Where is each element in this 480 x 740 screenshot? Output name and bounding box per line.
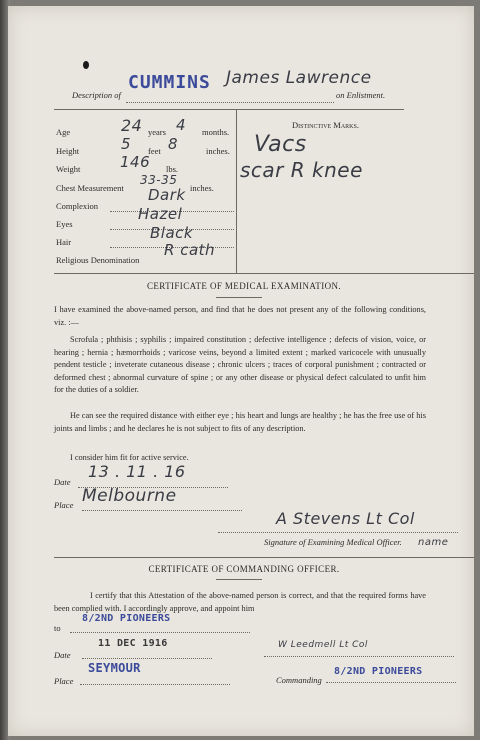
commanding-statement: I certify that this Attestation of the above-named person is correct, and that the required forms have been complied with. I accordingly approve, and appoint him (54, 591, 426, 613)
medical-officer-signature: A Stevens Lt Col (276, 509, 415, 528)
medical-conditions: Scrofula ; phthisis ; syphilis ; impaired constitution ; defective intelligence ; defects of vision, voice, or hearing ; hernia ; hæmorrhoids ; varicose veins, beyond a limited extent ; marked varicocele with unusually pendent testicle ; inveterate cutaneous disease ; chronic ulcers ; traces of corporal punishment ; contracted or deformed chest ; abnormal curvature of spine ; or any other disease or physical defect calculated to unfit him for the duties of a soldier. (54, 335, 426, 395)
chest-value: 33-35 (140, 173, 178, 187)
given-names: James Lawrence (226, 68, 372, 88)
medical-intro: I have examined the above-named person, and find that he does not present any of the following conditions, viz. :— (54, 305, 426, 327)
description-divider (236, 109, 237, 273)
surname-stamp: CUMMINS (128, 72, 211, 93)
age-years-value: 24 (121, 116, 143, 135)
weight-value: 146 (120, 153, 151, 171)
commanding-certificate-title: CERTIFICATE OF COMMANDING OFFICER. (148, 564, 340, 574)
description-box-top (54, 109, 404, 110)
commanding-unit-stamp: 8/2ND PIONEERS (334, 666, 423, 677)
description-of-label: Description of (72, 90, 121, 100)
section-divider (54, 557, 474, 558)
punch-hole (83, 61, 89, 69)
distinctive-marks-line2: scar R knee (240, 158, 363, 182)
commanding-place-stamp: SEYMOUR (88, 661, 141, 675)
medical-fit-statement: I consider him fit for active service. (70, 453, 189, 462)
distinctive-marks-title: Distinctive Marks. (292, 120, 359, 130)
attestation-page: Description of CUMMINS James Lawrence on Enlistment. Age 24 years 4 months. Height 5 feet 8 inches. Weight 146 lbs. Chest Measurement 33-35 inches. Complexion Dark Eyes Hazel Hair Black Religious Denomination R cath Distinctive Marks. Vacs scar R knee CERTIFICATE OF MEDICAL EXAMINATION. I have examined the above-named person, and find that he does not present any of the following conditions, viz. :— Scrofula ; phthisis ; syphilis ; impaired constitution ; defective intelligence ; defects of vision, voice, or hearing ; hernia ; hæmorrhoids ; varicose veins, beyond a limited extent ; marked varicocele with unusually pendent testicle ; inveterate cutaneous disease ; chronic ulcers ; traces of corporal punishment ; contracted or deformed chest ; abnormal curvature of spine ; or any other disease or physical defect calculated to unfit him for the duties of a soldier. He can see the required distance with either eye ; his heart and lungs are healthy ; he has the free use of his joints and limbs ; and he declares he is not subject to fits of any description. I consider him fit for active service. Date 13 . 11 . 16 Place Melbourne A Stevens Lt Col Signature of Examining Medical Officer. name CERTIFICATE OF COMMANDING OFFICER. I certify that this Attestation of the above-named person is correct, and that the required forms have been complied with. I accordingly approve, and appoint him to 8/2ND PIONEERS Date 11 DEC 1916 W Leedmell Lt Col Place SEYMOUR Commanding 8/2ND PIONEERS (8, 6, 474, 736)
complexion-value: Dark (148, 186, 186, 204)
height-inches-value: 8 (168, 135, 179, 153)
on-enlistment-label: on Enlistment. (336, 90, 386, 100)
medical-signature-note: name (418, 537, 449, 548)
hair-value: Black (150, 224, 194, 242)
medical-distance: He can see the required distance with either eye ; his heart and lungs are healthy ; he has the free use of his joints and limbs ; and he declares he is not subject to fits of any description. (54, 411, 426, 433)
height-feet-value: 5 (121, 135, 132, 153)
medical-signature-label: Signature of Examining Medical Officer. (264, 537, 402, 547)
appointed-unit-stamp: 8/2ND PIONEERS (82, 613, 171, 624)
medical-date-value: 13 . 11 . 16 (88, 462, 186, 481)
medical-certificate-title: CERTIFICATE OF MEDICAL EXAMINATION. (146, 281, 342, 291)
distinctive-marks-line1: Vacs (254, 132, 307, 157)
commanding-officer-signature: W Leedmell Lt Col (278, 640, 368, 650)
religion-value: R cath (164, 241, 216, 259)
medical-place-value: Melbourne (82, 486, 177, 506)
age-months-value: 4 (176, 116, 187, 134)
description-box-bottom (54, 273, 474, 274)
eyes-value: Hazel (138, 205, 183, 223)
commanding-date-stamp: 11 DEC 1916 (98, 638, 168, 649)
